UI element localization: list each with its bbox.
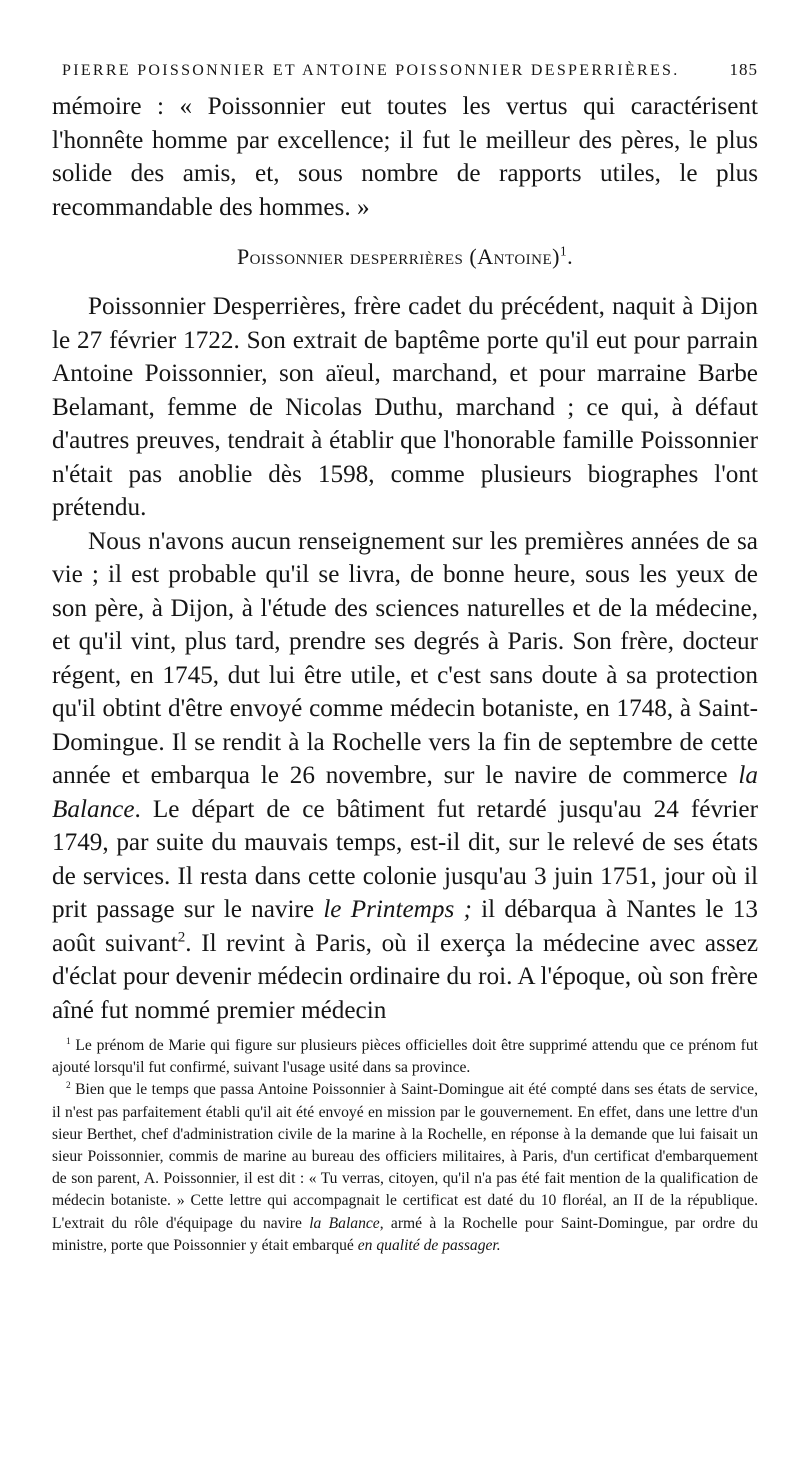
page-number: 185 xyxy=(729,60,758,79)
ship-name-printemps: le Printemps ; xyxy=(323,896,472,923)
career-text-c: il débarqua à Nantes le 13 août suivant xyxy=(52,896,758,957)
heading-name: Poissonnier desperrières xyxy=(236,244,464,269)
footnote-2-ship: la Balance xyxy=(309,1214,380,1232)
footnote-2-quality: en qualité de passager. xyxy=(357,1236,501,1254)
footnotes xyxy=(52,1035,758,1257)
paragraph-career xyxy=(52,525,758,1028)
footnote-ref-2: 2 xyxy=(177,929,186,946)
footnote-2 xyxy=(52,1079,758,1257)
career-text-b: . Le départ de ce bâtiment fut retardé jusqu'au 24 février 1749, par suite du mauvais temps, est-il dit, sur le relevé de ses états de services. Il resta dans cette colonie jusqu'au 3 juin 1751, jour où il prit passage sur le navire xyxy=(52,795,758,923)
section-heading: Poissonnier desperrières (Antoine)$^1$. xyxy=(236,243,574,269)
book-page xyxy=(52,60,758,1257)
footnote-ref-1: 1 xyxy=(559,243,568,259)
footnote-1 xyxy=(52,1035,758,1079)
footnote-2-text-b: , armé à la Rochelle pour Saint-Domingue, par ordre du ministre, porte que Poissonnier y était embarqué xyxy=(52,1214,758,1254)
footnote-1-mark: 1 xyxy=(66,1036,71,1047)
footnote-2-text-a: Bien que le temps que passa Antoine Poissonnier à Saint-Domingue ait été compté dans ses états de service, il n'est pas parfaitement établi qu'il ait été envoyé en mission par le gouvernement. En effet, dans une lettre d'un sieur Berthet, chef d'administration civile de la marine à la Rochelle, en réponse à la demande que lui faisait un sieur Poissonnier, commis de marine au bureau des officiers militaires, à Paris, d'un certificat d'embarquement de son parent, A. Poissonnier, il est dit : « Tu verras, citoyen, qu'il n'a pas été fait mention de la qualification de médecin botaniste. » Cette lettre qui accompagnait le certificat est daté du 10 floréal, an II de la république. L'extrait du rôle d'équipage du navire xyxy=(52,1081,758,1232)
paragraph-birth: Poissonnier Desperrières, frère cadet du précédent, naquit à Dijon le 27 février 1722. Son extrait de baptême porte qu'il eut pour parrain Antoine Poissonnier, son aïeul, marchand, et pour marraine Barbe Belamant, femme de Nicolas Duthu, marchand ; ce qui, à défaut d'autres preuves, tendrait à établir que l'honorable famille Poissonnier n'était pas anoblie dès 1598, comme plusieurs biographes l'ont prétendu. xyxy=(52,293,758,521)
running-title: PIERRE POISSONNIER ET ANTOINE POISSONNIER DESPERRIÈRES. xyxy=(62,62,680,79)
heading-given-name: Antoine xyxy=(477,244,553,269)
footnote-2-mark: 2 xyxy=(66,1081,71,1092)
quote-paragraph: mémoire : « Poissonnier eut toutes les vertus qui caractérisent l'honnête homme par excellence; il fut le meilleur des pères, le plus solide des amis, et, sous nombre de rapports utiles, le plus recommandable des hommes. » xyxy=(52,93,758,221)
ship-name-balance: la Balance xyxy=(52,762,758,823)
footnote-1-text: Le prénom de Marie qui figure sur plusieurs pièces officielles doit être supprimé attendu que ce prénom fut ajouté lorsqu'il fut confirmé, suivant l'usage usité dans sa province. xyxy=(52,1037,758,1077)
career-text-d: . Il revint à Paris, où il exerça la médecine avec assez d'éclat pour devenir médecin ordinaire du roi. A l'époque, où son frère aîné fut nommé premier médecin xyxy=(52,929,758,1024)
running-head xyxy=(62,60,758,80)
body-text xyxy=(52,90,758,1027)
career-text-a: Nous n'avons aucun renseignement sur les premières années de sa vie ; il est probable qu'il se livra, de bonne heure, sous les yeux de son père, à Dijon, à l'étude des sciences naturelles et de la médecine, et qu'il vint, plus tard, prendre ses degrés à Paris. Son frère, docteur régent, en 1745, dut lui être utile, et c'est sans doute à sa protection qu'il obtint d'être envoyé comme médecin botaniste, en 1748, à Saint-Domingue. Il se rendit à la Rochelle vers la fin de septembre de cette année et embarqua le 26 novembre, sur le navire de commerce xyxy=(52,527,758,789)
